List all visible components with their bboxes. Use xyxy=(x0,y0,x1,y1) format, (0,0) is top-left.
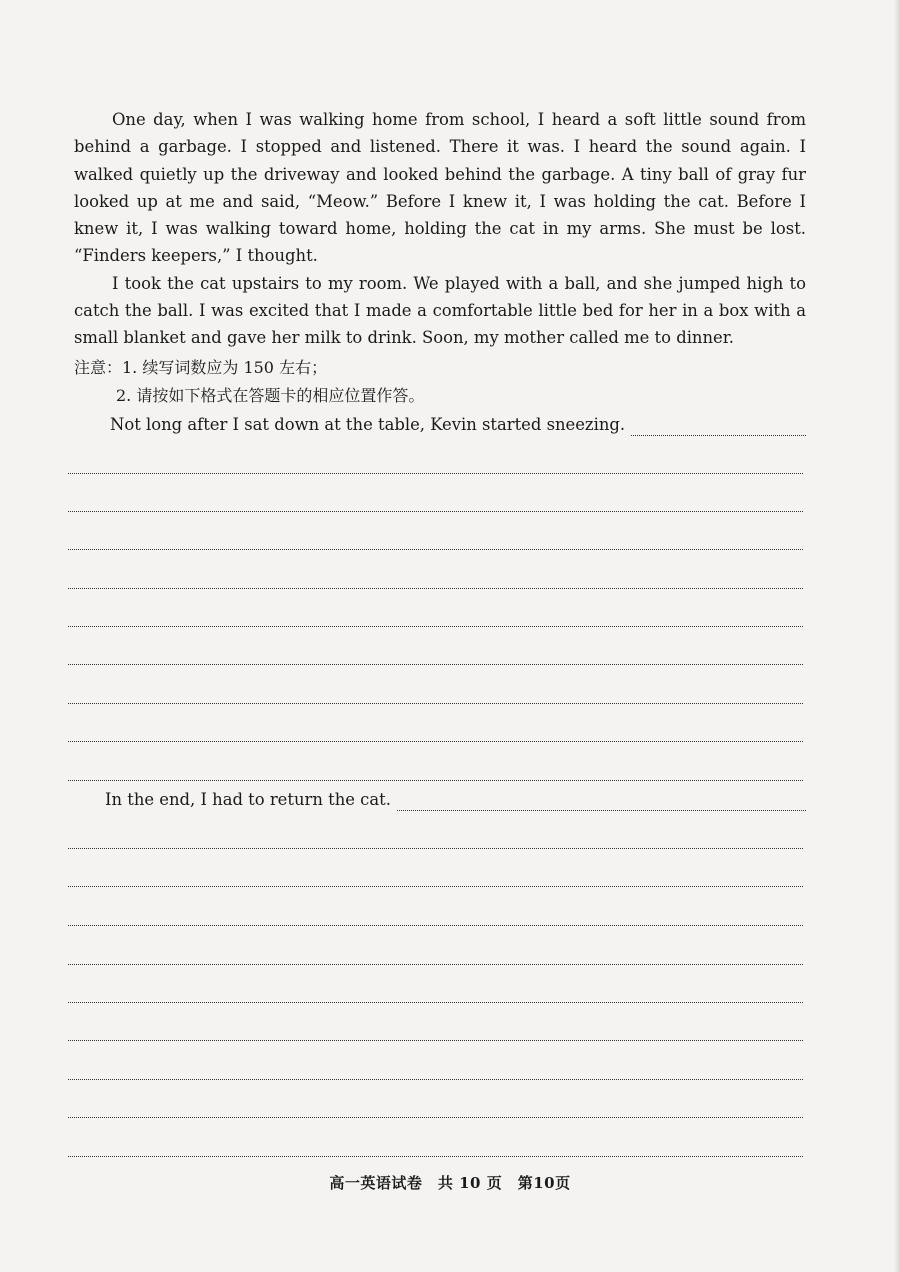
page-footer: 高一英语试卷 共 10 页 第10页 xyxy=(329,1174,571,1192)
passage-paragraph-1: One day, when I was walking home from school, I heard a soft little sound from behind a garbage. I stopped and listened. There it was. I heard the sound again. I walked quietly up the driveway and looked behind the garbage. A tiny ball of gray fur looked up at me and said, “Meow.” Before I knew it, I was holding the cat. Before I knew it, I was walking toward home, holding the cat in my arms. She must be lost. “Finders keepers,” I thought. xyxy=(74,110,806,266)
starter-sentence-1: Not long after I sat down at the table, Kevin started sneezing. xyxy=(110,415,626,434)
writing-line[interactable] xyxy=(68,1079,803,1080)
story-passage xyxy=(74,106,806,352)
writing-line[interactable] xyxy=(68,964,803,965)
instruction-note-2: 2. 请按如下格式在答题卡的相应位置作答。 xyxy=(116,386,425,405)
writing-line[interactable] xyxy=(68,626,803,627)
writing-line[interactable] xyxy=(68,1156,803,1157)
writing-line[interactable] xyxy=(68,741,803,742)
writing-line[interactable] xyxy=(68,703,803,704)
writing-line[interactable] xyxy=(68,886,803,887)
writing-line[interactable] xyxy=(68,1117,803,1118)
writing-line[interactable] xyxy=(68,664,803,665)
writing-line[interactable] xyxy=(631,421,806,436)
writing-line[interactable] xyxy=(68,1040,803,1041)
writing-line[interactable] xyxy=(68,549,803,550)
paragraph-starter-1 xyxy=(110,414,806,436)
writing-line[interactable] xyxy=(68,848,803,849)
passage-paragraph-2: I took the cat upstairs to my room. We played with a ball, and she jumped high to catch the ball. I was excited that I made a comfortable little bed for her in a box with a small blanket and gave her milk to drink. Soon, my mother called me to dinner. xyxy=(74,273,806,348)
instructions xyxy=(74,354,806,410)
writing-line[interactable] xyxy=(68,511,803,512)
writing-line[interactable] xyxy=(68,473,803,474)
paragraph-starter-2 xyxy=(105,789,806,811)
writing-line[interactable] xyxy=(68,925,803,926)
scan-edge-shadow xyxy=(894,0,900,1272)
writing-line[interactable] xyxy=(68,780,803,781)
instruction-note-1: 注意：1. 续写词数应为 150 左右； xyxy=(74,358,328,377)
starter-sentence-2: In the end, I had to return the cat. xyxy=(105,790,391,809)
writing-line[interactable] xyxy=(68,1002,803,1003)
writing-line[interactable] xyxy=(397,796,806,811)
writing-line[interactable] xyxy=(68,588,803,589)
